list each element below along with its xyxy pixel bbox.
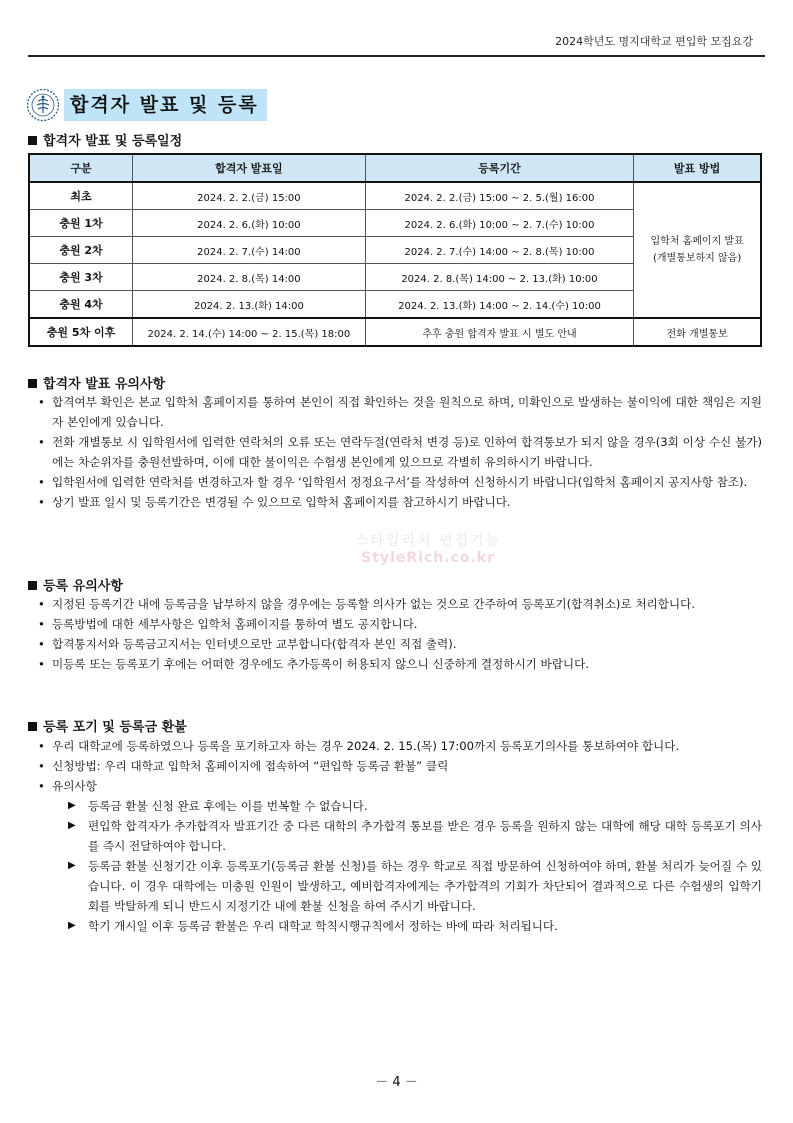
watermark (355, 530, 501, 566)
register-period: 2024. 2. 13.(화) 14:00 ~ 2. 14.(수) 10:00 (365, 291, 633, 319)
table-row (29, 318, 761, 346)
list-item: • 우리 대학교에 등록하였으나 등록을 포기하고자 하는 경우 2024. 2. 15.(목) 17:00까지 등록포기의사를 통보하여야 합니다. (36, 736, 762, 756)
announce-method: 전화 개별통보 (634, 318, 761, 346)
row-label: 최초 (29, 182, 133, 210)
refund-heading (28, 716, 187, 735)
register-period: 2024. 2. 2.(금) 15:00 ~ 2. 5.(월) 16:00 (365, 182, 633, 210)
list-item: • 합격여부 확인은 본교 입학처 홈페이지를 통하여 본인이 직접 확인하는 것을 원칙으로 하며, 미확인으로 발생하는 불이익에 대한 책임은 지원자 본인에게 있습니다. (36, 392, 762, 432)
list-item: • 등록방법에 대한 세부사항은 입학처 홈페이지를 통하여 별도 공지합니다. (36, 614, 762, 634)
refund-sub-list (52, 796, 762, 936)
notice-heading-text: 합격자 발표 유의사항 (43, 377, 166, 392)
page-number: － 4 － (375, 1075, 418, 1090)
registration-heading-text: 등록 유의사항 (43, 579, 123, 594)
method-line-1: 입학처 홈페이지 발표 (650, 236, 744, 247)
row-label: 충원 2차 (29, 237, 133, 264)
notice-heading (28, 373, 165, 392)
page-title: 합격자 발표 및 등록 (64, 89, 267, 121)
sub-list-item: ▶ 등록금 환불 신청 완료 후에는 이를 번복할 수 없습니다. (66, 796, 762, 816)
announce-date: 2024. 2. 8.(목) 14:00 (133, 264, 366, 291)
row-label: 충원 1차 (29, 210, 133, 237)
square-bullet-icon (28, 722, 37, 731)
register-period: 2024. 2. 7.(수) 14:00 ~ 2. 8.(목) 10:00 (365, 237, 633, 264)
row-label: 충원 3차 (29, 264, 133, 291)
page-title-block (26, 88, 267, 122)
schedule-heading (28, 130, 182, 149)
announce-method (634, 182, 761, 318)
registration-heading (28, 575, 123, 594)
list-item: • 합격통지서와 등록금고지서는 인터넷으로만 교부합니다(합격자 본인 직접 출력). (36, 634, 762, 654)
table-row (29, 182, 761, 210)
register-period: 2024. 2. 6.(화) 10:00 ~ 2. 7.(수) 10:00 (365, 210, 633, 237)
col-header-register-period: 등록기간 (365, 154, 633, 182)
notice-list (36, 392, 762, 512)
document-header: 2024학년도 명지대학교 편입학 모집요강 (555, 35, 753, 48)
list-item: • 전화 개별통보 시 입학원서에 입력한 연락처의 오류 또는 연락두절(연락처 변경 등)로 인하여 합격통보가 되지 않을 경우(3회 이상 수신 불가)에는 차순위자를 충원선발하며, 이에 대한 불이익은 수험생 본인에게 있으므로 각별히 유의하시기 바랍니다. (36, 432, 762, 472)
square-bullet-icon (28, 581, 37, 590)
register-period: 2024. 2. 8.(목) 14:00 ~ 2. 13.(화) 10:00 (365, 264, 633, 291)
schedule-heading-text: 합격자 발표 및 등록일정 (43, 134, 183, 149)
register-period: 추후 충원 합격자 발표 시 별도 안내 (365, 318, 633, 346)
list-item-label: 유의사항 (52, 779, 97, 793)
method-line-2: (개별통보하지 않음) (652, 253, 742, 264)
watermark-line-2: StyleRich.co.kr (361, 550, 495, 566)
table-header-row (29, 154, 761, 182)
header-divider (28, 55, 765, 57)
col-header-method: 발표 방법 (634, 154, 761, 182)
registration-list (36, 594, 762, 674)
schedule-table (28, 153, 762, 347)
list-item: • 입학원서에 입력한 연락처를 변경하고자 할 경우 ‘입학원서 정정요구서’를 작성하여 신청하시기 바랍니다(입학처 홈페이지 공지사항 참조). (36, 472, 762, 492)
announce-date: 2024. 2. 7.(수) 14:00 (133, 237, 366, 264)
col-header-division: 구분 (29, 154, 133, 182)
list-item: • 지정된 등록기간 내에 등록금을 납부하지 않을 경우에는 등록할 의사가 없는 것으로 간주하여 등록포기(합격취소)로 처리합니다. (36, 594, 762, 614)
row-label: 충원 5차 이후 (29, 318, 133, 346)
list-item: • 미등록 또는 등록포기 후에는 어떠한 경우에도 추가등록이 허용되지 않으니 신중하게 결정하시기 바랍니다. (36, 654, 762, 674)
announce-date: 2024. 2. 6.(화) 10:00 (133, 210, 366, 237)
list-item: • 상기 발표 일시 및 등록기간은 변경될 수 있으므로 입학처 홈페이지를 참고하시기 바랍니다. (36, 492, 762, 512)
university-emblem-icon (26, 88, 60, 122)
row-label: 충원 4차 (29, 291, 133, 319)
announce-date: 2024. 2. 13.(화) 14:00 (133, 291, 366, 319)
sub-list-item: ▶ 학기 개시일 이후 등록금 환불은 우리 대학교 학칙시행규칙에서 정하는 바에 따라 처리됩니다. (66, 916, 762, 936)
col-header-announce-date: 합격자 발표일 (133, 154, 366, 182)
refund-heading-text: 등록 포기 및 등록금 환불 (43, 720, 187, 735)
sub-list-item: ▶ 편입학 합격자가 추가합격자 발표기간 중 다른 대학의 추가합격 통보를 받은 경우 등록을 원하지 않는 대학에 해당 대학 등록포기 의사를 즉시 전달하여야 합니다. (66, 816, 762, 856)
announce-date: 2024. 2. 14.(수) 14:00 ~ 2. 15.(목) 18:00 (133, 318, 366, 346)
square-bullet-icon (28, 379, 37, 388)
watermark-line-1: 스타일리치 편집기능 (355, 533, 502, 549)
square-bullet-icon (28, 136, 37, 145)
announce-date: 2024. 2. 2.(금) 15:00 (133, 182, 366, 210)
list-item: • 신청방법: 우리 대학교 입학처 홈페이지에 접속하여 “편입학 등록금 환불” 클릭 (36, 756, 762, 776)
sub-list-item: ▶ 등록금 환불 신청기간 이후 등록포기(등록금 환불 신청)를 하는 경우 학교로 직접 방문하여 신청하여야 하며, 환불 처리가 늦어질 수 있습니다. 이 경우 대학에는 미충원 인원이 발생하고, 예비합격자에게는 추가합격의 기회가 차단되어 결과적으로 다른 수험생의 입학기회를 박탈하게 되니 반드시 지정기간 내에 환불 신청을 하여 주시기 바랍니다. (66, 856, 762, 916)
list-item (36, 776, 762, 936)
refund-list (36, 736, 762, 936)
